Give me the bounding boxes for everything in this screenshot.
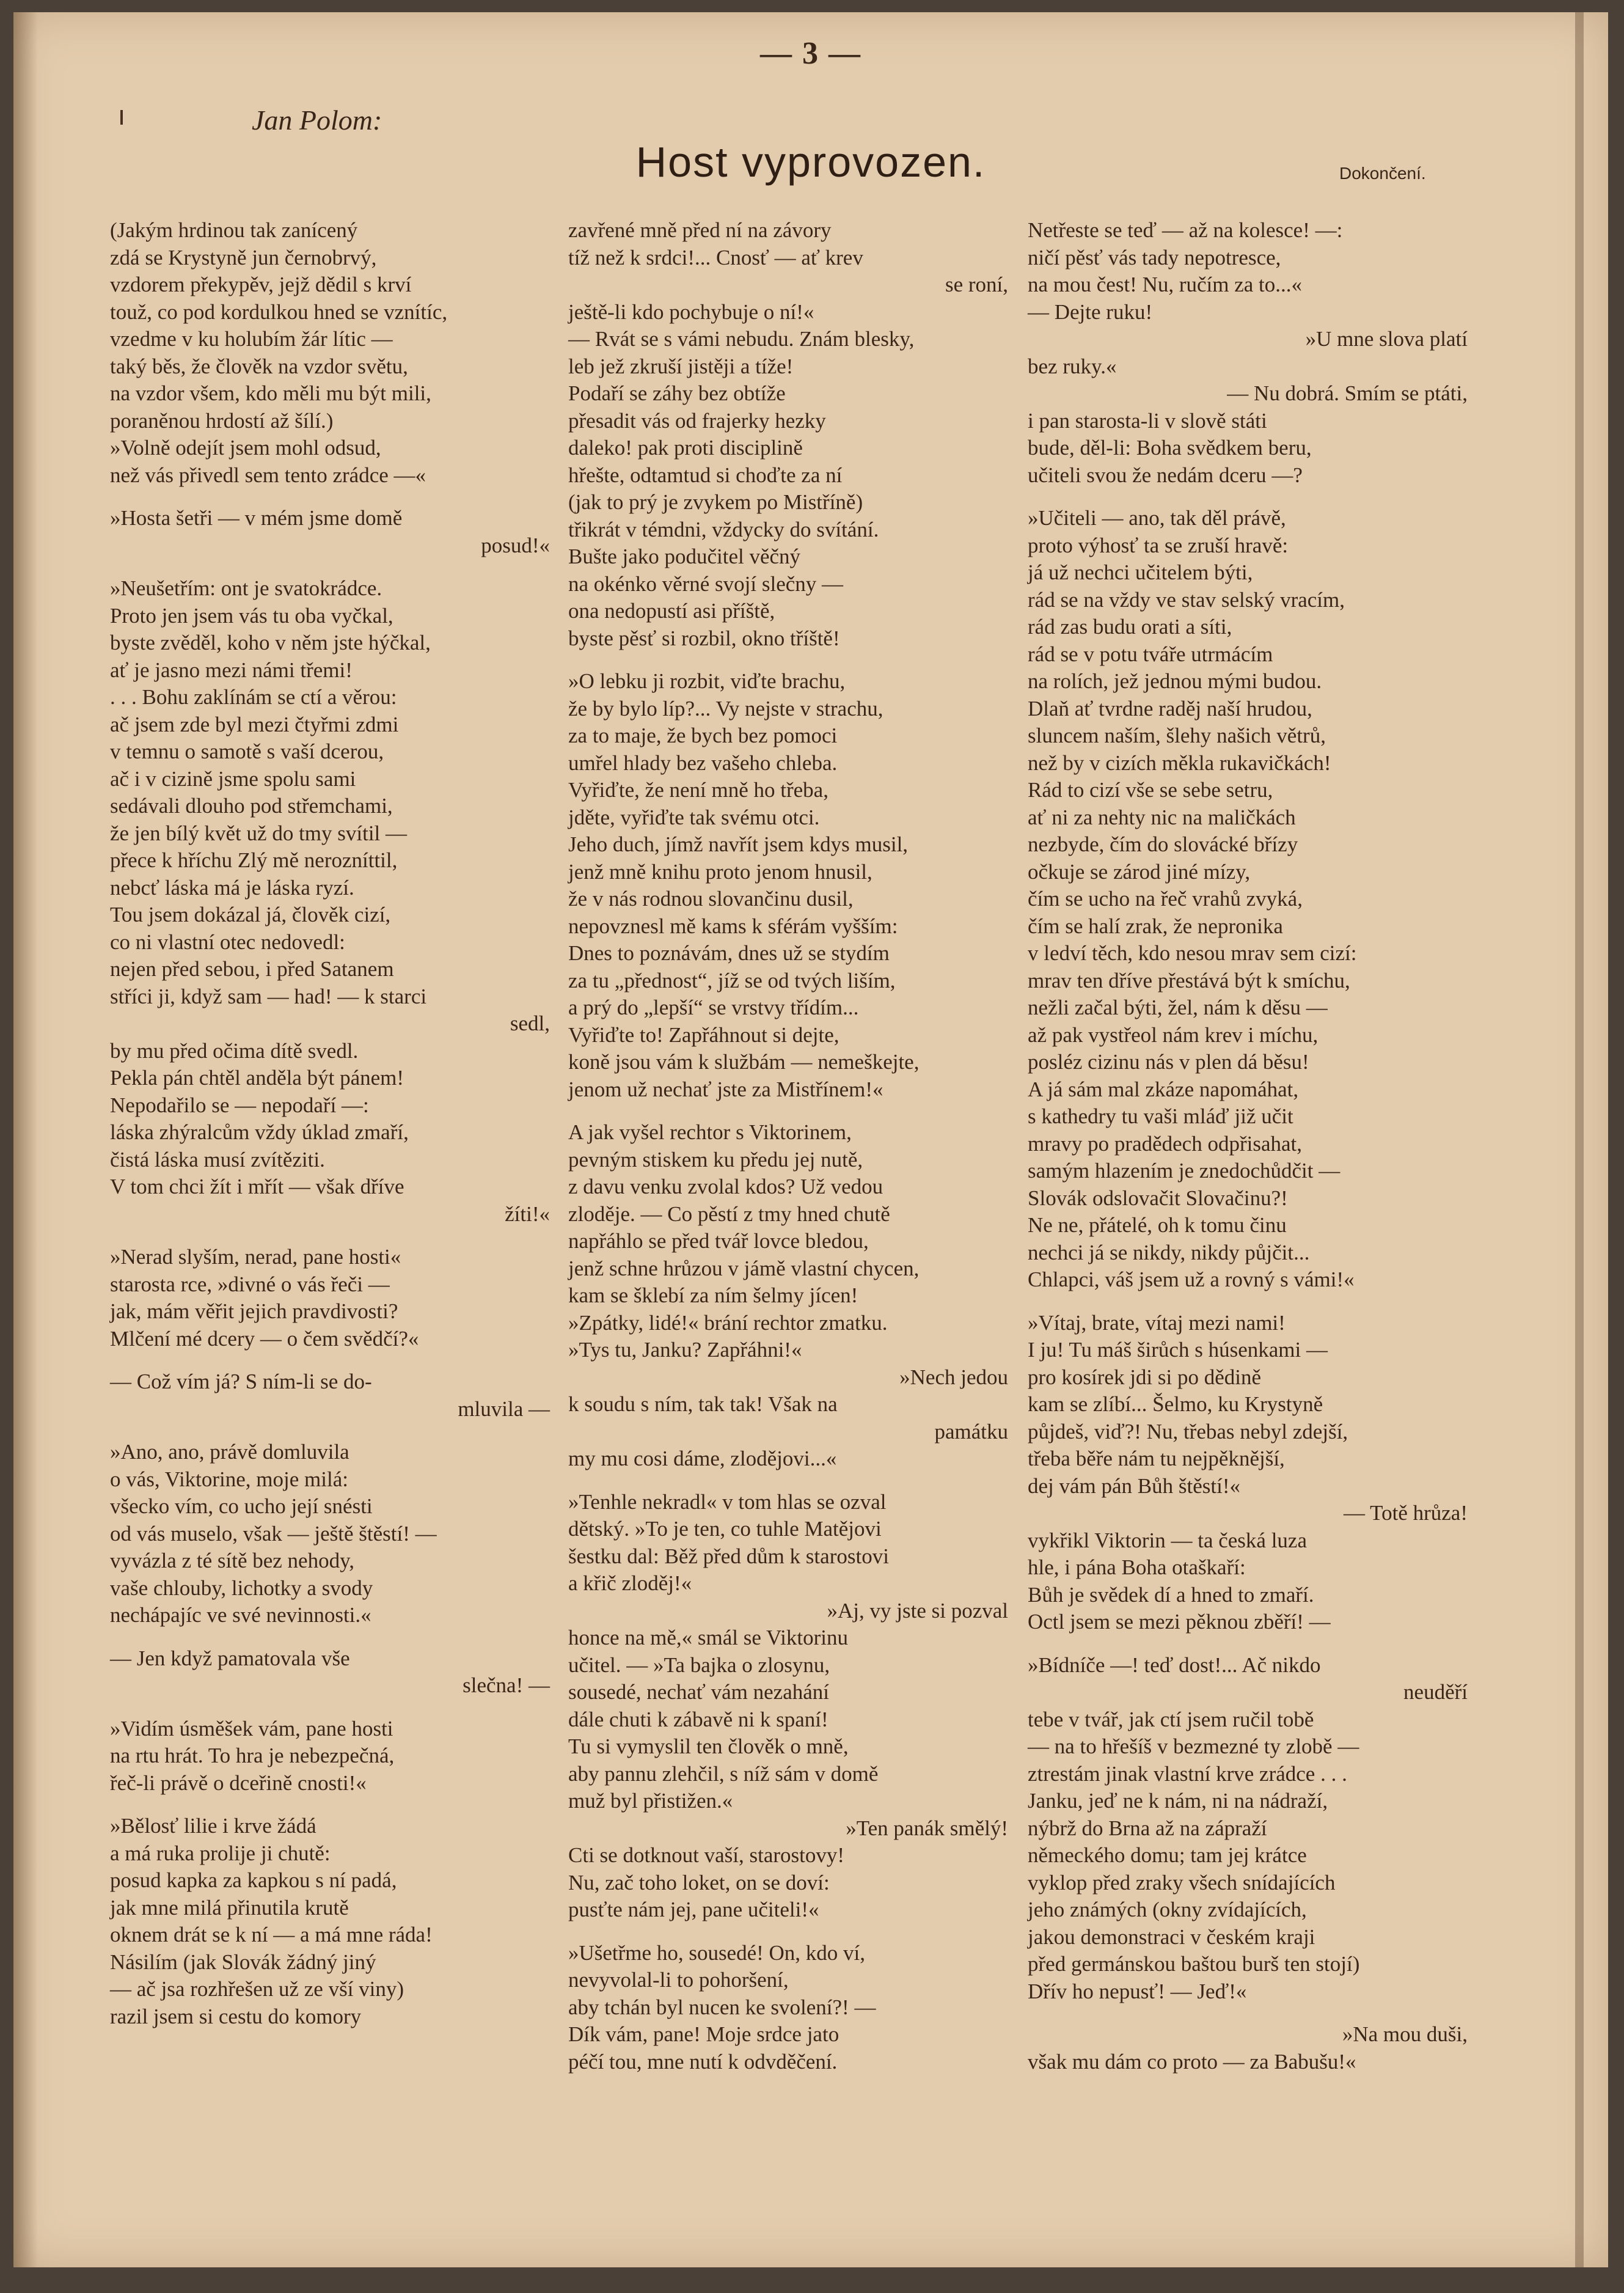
poem-line: na vzdor všem, kdo měli mu být mili, [110,381,431,405]
poem-line: nechci já se nikdy, nikdy půjčit... [1028,1240,1310,1264]
poem-line: než by v cizích měkla rukavičkách! [1028,750,1331,775]
poem-line: péčí tou, mne nutí k odvděčení. [568,2049,838,2074]
poem-line: starosta rce, »divné o vás řeči — [110,1272,390,1296]
poem-line: jenom už nechať jste za Mistřínem!« [568,1077,883,1101]
poem-line: hle, i pána Boha otaškaří: [1028,1555,1246,1579]
stanza-gap [568,1103,1008,1119]
poem-line: neuděří [1403,1680,1468,1704]
poem-line: že jen bílý květ už do tmy svítil — [110,821,408,845]
poem-line: touž, co pod kordulkou hned se vznítíc, [110,299,448,324]
poem-line: jeho známých (okny zvídajících, [1028,1898,1307,1921]
poem-line: hřešte, odtamtud si choďte za ní [568,463,843,487]
poem-line: razil jsem si cestu do komory [110,2004,362,2028]
poem-line: I ju! Tu máš širůch s húsenkami — [1028,1338,1328,1362]
text-column-3 [1028,217,1468,2075]
poem-line: Cti se dotknout vaší, starostovy! [568,1843,845,1867]
poem-line: s kathedry tu vaši mláď již učit [1028,1104,1293,1128]
poem-line: jděte, vyřiďte tak svému otci. [568,805,820,829]
poem-line: ničí pěsť vás tady nepotresce, [1028,245,1281,270]
stanza-gap [568,1473,1008,1489]
poem-line: Podaří se záhy bez obtíže [568,381,786,405]
poem-line: vzdorem překypěv, jejž dědil s krví [110,273,412,296]
stanza-gap [110,1797,550,1813]
poem-line: očkuje se zárod jiné mízy, [1028,859,1251,884]
poem-line: A já sám mal zkáze napomáhat, [1028,1077,1299,1101]
poem-line: učitel. — »Ta bajka o zlosynu, [568,1653,830,1677]
poem-line: nechápajíc ve své nevinnosti.« [110,1603,371,1627]
poem-line: nýbrž do Brna až na zápraží [1028,1816,1267,1840]
poem-line: vzedme v ku holubím žár lític — [110,327,393,351]
poem-line: čím se halí zrak, že nepronika [1028,914,1283,938]
poem-line: (Jakým hrdinou tak zanícený [110,218,358,242]
poem-line: dále chuti k zábavě ni k spaní! [568,1707,828,1731]
poem-line: Janku, jeď ne k nám, ni na nádraží, [1028,1789,1328,1813]
poem-line: pro kosírek jdi si po dědině [1028,1365,1262,1389]
poem-line: Vyřiďte to! Zapřáhnout si dejte, [568,1022,839,1047]
poem-line: byste zvěděl, koho v něm jste hýčkal, [110,631,431,655]
poem-line: sluncem naším, šlehy našich větrů, [1028,724,1326,747]
poem-line: ač i v cizině jsme spolu sami [110,766,356,791]
poem-line: památku [934,1419,1008,1444]
poem-line: — Což vím já? S ním-li se do- [110,1370,372,1393]
poem-line: z davu venku zvolal kdos? Už vedou [568,1175,883,1198]
poem-line: vaše chlouby, lichotky a svody [110,1576,373,1600]
poem-line: kam se zlíbí... Šelmo, ku Krystyně [1028,1392,1323,1416]
stanza-gap [110,1700,550,1715]
poem-line: ač jsem zde byl mezi čtyřmi zdmi [110,712,399,736]
poem-line: Rád to cizí vše se sebe setru, [1028,778,1273,802]
stanza-gap [110,1423,550,1439]
binding-shadow [13,12,38,2267]
poem-line: ať je jasno mezi námi třemi! [110,658,353,682]
author-name: Jan Polom: [252,105,382,136]
text-column-2 [568,217,1008,2075]
poem-line: Ne ne, přátelé, oh k tomu činu [1028,1213,1287,1237]
poem-line: sousedé, nechať vám nezahání [568,1680,829,1704]
poem-line: poraněnou hrdostí až šílí.) [110,408,334,433]
poem-line: »Vidím úsměšek vám, pane hosti [110,1716,393,1741]
poem-line: Chlapci, váš jsem už a rovný s vámi!« [1028,1268,1355,1291]
poem-line: třeba běře nám tu nejpěknější, [1028,1447,1285,1470]
poem-line: »Bídníče —! teď dost!... Ač nikdo [1028,1653,1321,1677]
stanza-gap [110,1352,550,1368]
poem-line: k soudu s ním, tak tak! Však na [568,1392,838,1416]
poem-line: na rolích, jež jednou mými budou. [1028,669,1322,693]
poem-line: oknem drát se k ní — a má mne ráda! [110,1923,433,1946]
poem-line: vykřikl Viktorin — ta česká luza [1028,1528,1307,1552]
poem-line: »Tys tu, Janku? Zapřáhni!« [568,1338,802,1362]
poem-line: — na to hřešíš v bezmezné ty zlobě — [1028,1734,1359,1758]
poem-line: kam se šklebí za ním šelmy jícen! [568,1283,858,1307]
poem-line: Nepodařilo se — nepodaří —: [110,1093,369,1117]
poem-line: Násilím (jak Slovák žádný jiný [110,1950,376,1974]
poem-line: taký běs, že člověk na vzdor světu, [110,354,408,378]
poem-line: jenž mně knihu proto jenom hnusil, [568,859,872,884]
poem-line: »Na mou duši, [1342,2022,1468,2046]
poem-line: se roní, [945,273,1008,296]
poem-line: — Rvát se s vámi nebudu. Znám blesky, [568,327,915,351]
poem-line: před germánskou baštou burš ten stojí) [1028,1952,1360,1976]
poem-line: »Neušetřím: ont je svatokrádce. [110,576,382,600]
poem-line: mrav ten dříve přestává být k smíchu, [1028,968,1350,992]
poem-line: mravy po pradědech odpřisahat, [1028,1131,1303,1156]
poem-line: od vás muselo, však — ještě štěstí! — [110,1521,437,1546]
poem-line: jenž schne hrůzou v jámě vlastní chycen, [568,1256,920,1280]
poem-line: ztrestám jinak vlastní krve zrádce . . . [1028,1761,1347,1786]
poem-line: než vás přivedl sem tento zrádce —« [110,463,426,487]
poem-line: — Dejte ruku! [1028,299,1153,324]
poem-line: koně jsou vám k službám — nemeškejte, [568,1050,920,1074]
poem-line: »Aj, vy jste si pozval [827,1598,1008,1623]
poem-line: »Bělosť lilie i krve žádá [110,1814,316,1838]
poem-line: zdá se Krystyně jun černobrvý, [110,245,377,270]
poem-line: — ač jsa rozhřešen už ze vší viny) [110,1977,404,2001]
poem-line: Mlčení mé dcery — o čem svědčí?« [110,1326,419,1351]
stanza-gap [1028,2005,1468,2021]
poem-line: honce na mě,« smál se Viktorinu [568,1626,848,1649]
poem-line: však mu dám co proto — za Babušu!« [1028,2049,1356,2074]
poem-line: přesadit vás od frajerky hezky [568,408,826,433]
poem-line: Dík vám, pane! Moje srdce jato [568,2022,839,2046]
newspaper-page [13,12,1608,2267]
poem-line: (jak to prý je zvykem po Mistříně) [568,490,863,514]
poem-line: že by bylo líp?... Vy nejste v strachu, [568,696,883,721]
poem-line: mluvila — [458,1396,550,1421]
poem-line: Nu, zač toho loket, on se doví: [568,1870,830,1895]
poem-line: žíti!« [505,1202,550,1226]
poem-line: o vás, Viktorine, moje milá: [110,1467,348,1491]
poem-line: leb jež zkruší jistěji a tíže! [568,354,794,378]
poem-line: Octl jsem se mezi pěknou zběří! — [1028,1610,1331,1634]
poem-line: ona nedopustí asi příště, [568,599,775,623]
poem-line: řeč-li právě o dceřině cnosti!« [110,1770,367,1795]
poem-line: čím se ucho na řeč vrahů zvyká, [1028,887,1303,911]
poem-line: jak, mám věřit jejich pravdivosti? [110,1299,398,1323]
poem-line: nevyvolal-li to pohoršení, [568,1968,789,1992]
poem-line: muž byl přistižen.« [568,1789,733,1813]
poem-line: »Vítaj, brate, vítaj mezi nami! [1028,1310,1286,1335]
poem-line: umřel hlady bez vašeho chleba. [568,750,838,775]
stanza-gap [1028,489,1468,505]
poem-line: nejen před sebou, i před Satanem [110,957,394,981]
poem-line: tebe v tvář, jak ctí jsem ručil tobě [1028,1707,1314,1731]
poem-line: V tom chci žít i mřít — však dříve [110,1175,404,1198]
poem-line: šestku dal: Běž před dům k starostovi [568,1544,889,1568]
stanza-gap [110,1228,550,1244]
poem-line: já už nechci učitelem býti, [1028,560,1253,584]
poem-line: »Učiteli — ano, tak děl právě, [1028,506,1286,530]
poem-line: A jak vyšel rechtor s Viktorinem, [568,1120,852,1144]
poem-line: německého domu; tam jej krátce [1028,1843,1307,1867]
poem-line: v temnu o samotě s vaší dcerou, [110,739,384,763]
poem-line: Dlaň ať tvrdne raděj naší hrudou, [1028,696,1312,721]
poem-line: Tu si vymyslil ten člověk o mně, [568,1734,849,1758]
poem-line: nepovznesl mě kams k sférám vyšším: [568,914,898,938]
continuation-note: Dokončení. [1339,164,1426,183]
poem-line: třikrát v témdni, vždycky do svítání. [568,517,879,541]
poem-line: Netřeste se teď — až na kolesce! —: [1028,218,1343,242]
poem-line: až pak vystřeol nám krev i míchu, [1028,1022,1319,1047]
poem-line: všecko vím, co ucho její snésti [110,1494,373,1518]
poem-line: v ledví těch, kdo nesou mrav sem cizí: [1028,941,1357,965]
poem-line: proto výhosť ta se zruší hravě: [1028,533,1289,557]
poem-line: půjdeš, viď?! Nu, třebas nebyl zdejší, [1028,1419,1348,1444]
poem-line: aby pannu zlehčil, s níž sám v domě [568,1761,879,1786]
poem-line: »Ten panák smělý! [846,1816,1008,1840]
poem-line: láska zhýralcům vždy úklad zmaří, [110,1120,409,1144]
page-edge [1575,12,1584,2267]
poem-line: za to maje, že bych bez pomoci [568,724,838,747]
poem-line: Vyřiďte, že není mně ho třeba, [568,778,828,802]
poem-line: ať ni za nehty nic na maličkách [1028,805,1296,829]
poem-line: rád se na vždy ve stav selský vracím, [1028,587,1345,612]
poem-line: »Ušetřme ho, sousedé! On, kdo ví, [568,1940,866,1965]
poem-line: »Tenhle nekradl« v tom hlas se ozval [568,1489,887,1514]
poem-line: by mu před očima dítě svedl. [110,1038,359,1063]
margin-mark [120,110,123,125]
poem-line: aby tchán byl nucen ke svolení?! — [568,1995,876,2019]
poem-line: my mu cosi dáme, zlodějovi...« [568,1447,837,1470]
poem-line: Dnes to poznávám, dnes už se stydím [568,941,890,965]
poem-line: vyklop před zraky všech snídajících [1028,1870,1336,1895]
poem-line: pusťte nám jej, pane učiteli!« [568,1898,819,1921]
poem-title: Host vyprovozen. [635,138,986,186]
poem-line: sedl, [510,1011,550,1035]
poem-line: »O lebku ji rozbit, viďte brachu, [568,669,846,693]
poem-line: Slovák odslovačit Slovačinu?! [1028,1186,1288,1210]
poem-line: rád se v potu tváře utrmácím [1028,642,1273,666]
poem-line: Bušte jako podučitel věčný [568,545,801,568]
stanza-gap [568,652,1008,668]
poem-line: stříci ji, když sam — had! — k starci [110,984,427,1008]
poem-line: »Volně odejít jsem mohl odsud, [110,436,381,460]
poem-line: sedávali dlouho pod střemchami, [110,794,393,818]
poem-line: posud kapka za kapkou s ní padá, [110,1868,397,1892]
poem-line: — Nu dobrá. Smím se ptáti, [1227,381,1468,405]
poem-line: daleko! pak proti disciplině [568,436,803,460]
poem-line: bez ruky.« [1028,354,1117,378]
stanza-gap [1028,1636,1468,1652]
poem-line: Tou jsem dokázal já, člověk cizí, [110,903,391,926]
poem-line: jak mne milá přinutila krutě [110,1895,349,1920]
poem-line: Proto jen jsem vás tu oba vyčkal, [110,603,393,628]
poem-line: — Totě hrůza! [1344,1501,1468,1525]
poem-line: za tu „přednost“, jíž se od tvých liším, [568,968,896,992]
poem-line: — Jen když pamatovala vše [110,1646,350,1670]
text-column-1 [110,217,550,2030]
poem-line: Dřív ho nepusť! — Jeď!« [1028,1979,1247,2003]
poem-line: . . . Bohu zaklínám se ctí a věrou: [110,685,397,709]
poem-line: dej vám pán Bůh štěstí!« [1028,1473,1241,1498]
poem-line: jakou demonstraci v českém kraji [1028,1924,1315,1949]
poem-line: »Hosta šetři — v mém jsme domě [110,506,403,530]
poem-line: pevným stiskem ku předu jej nutě, [568,1147,863,1172]
poem-line: tíž než k srdci!... Cnosť — ať krev [568,245,863,270]
poem-line: »Ano, ano, právě domluvila [110,1440,349,1464]
poem-line: a křič zloděj!« [568,1571,692,1595]
poem-line: posléz cizinu nás v plen dá běsu! [1028,1050,1309,1074]
page-number: — 3 — [760,36,861,71]
poem-line: dětský. »To je ten, co tuhle Matějovi [568,1517,882,1541]
poem-line: zavřené mně před ní na závory [568,218,832,242]
poem-line: ještě-li kdo pochybuje o ní!« [568,299,814,324]
poem-line: nezbyde, čím do slovácké břízy [1028,832,1298,856]
poem-line: vyvázla z té sítě bez nehody, [110,1549,355,1572]
stanza-gap [110,489,550,505]
poem-line: Bůh je svědek dí a hned to zmaří. [1028,1582,1314,1607]
poem-line: přece k hříchu Zlý mě nerozníttil, [110,848,398,872]
poem-line: na mou čest! Nu, ručím za to...« [1028,273,1303,296]
poem-line: samým hlazením je znedochůdčit — [1028,1159,1341,1183]
poem-line: nebcť láska má je láska ryzí. [110,875,354,900]
poem-line: že v nás rodnou slovančinu dusil, [568,887,854,911]
poem-line: čistá láska musí zvítěziti. [110,1147,325,1172]
poem-line: rád zas budu orati a síti, [1028,615,1232,639]
poem-line: učiteli svou že nedám dceru —? [1028,463,1303,487]
poem-line: slečna! — [463,1673,550,1697]
poem-line: i pan starosta-li v slově státi [1028,408,1267,433]
poem-line: co ni vlastní otec nedovedl: [110,930,345,954]
poem-line: a má ruka prolije ji chutě: [110,1841,331,1865]
poem-line: napřáhlo se před tvář lovce bledou, [568,1229,869,1253]
poem-line: »Nech jedou [899,1365,1008,1389]
poem-line: posud!« [481,533,550,557]
poem-line: bude, děl-li: Boha svědkem beru, [1028,436,1312,460]
poem-line: na rtu hrát. To hra je nebezpečná, [110,1744,395,1767]
poem-line: Jeho duch, jímž navřít jsem kdys musil, [568,832,909,856]
stanza-gap [110,559,550,575]
poem-line: nežli začal býti, žel, nám k děsu — [1028,996,1328,1019]
poem-line: »Nerad slyším, nerad, pane hosti« [110,1245,401,1269]
poem-line: zloděje. — Co pěstí z tmy hned chutě [568,1202,890,1226]
poem-line: Pekla pán chtěl anděla být pánem! [110,1066,404,1090]
stanza-gap [568,1924,1008,1940]
poem-line: »U mne slova platí [1305,327,1468,351]
poem-line: a prý do „lepší“ se vrstvy třídím... [568,996,859,1019]
poem-line: na okénko věrné svojí slečny — [568,571,844,596]
poem-line: »Zpátky, lidé!« brání rechtor zmatku. [568,1310,888,1335]
stanza-gap [1028,1294,1468,1310]
stanza-gap [110,1629,550,1645]
poem-line: byste pěsť si rozbil, okno tříště! [568,626,840,650]
